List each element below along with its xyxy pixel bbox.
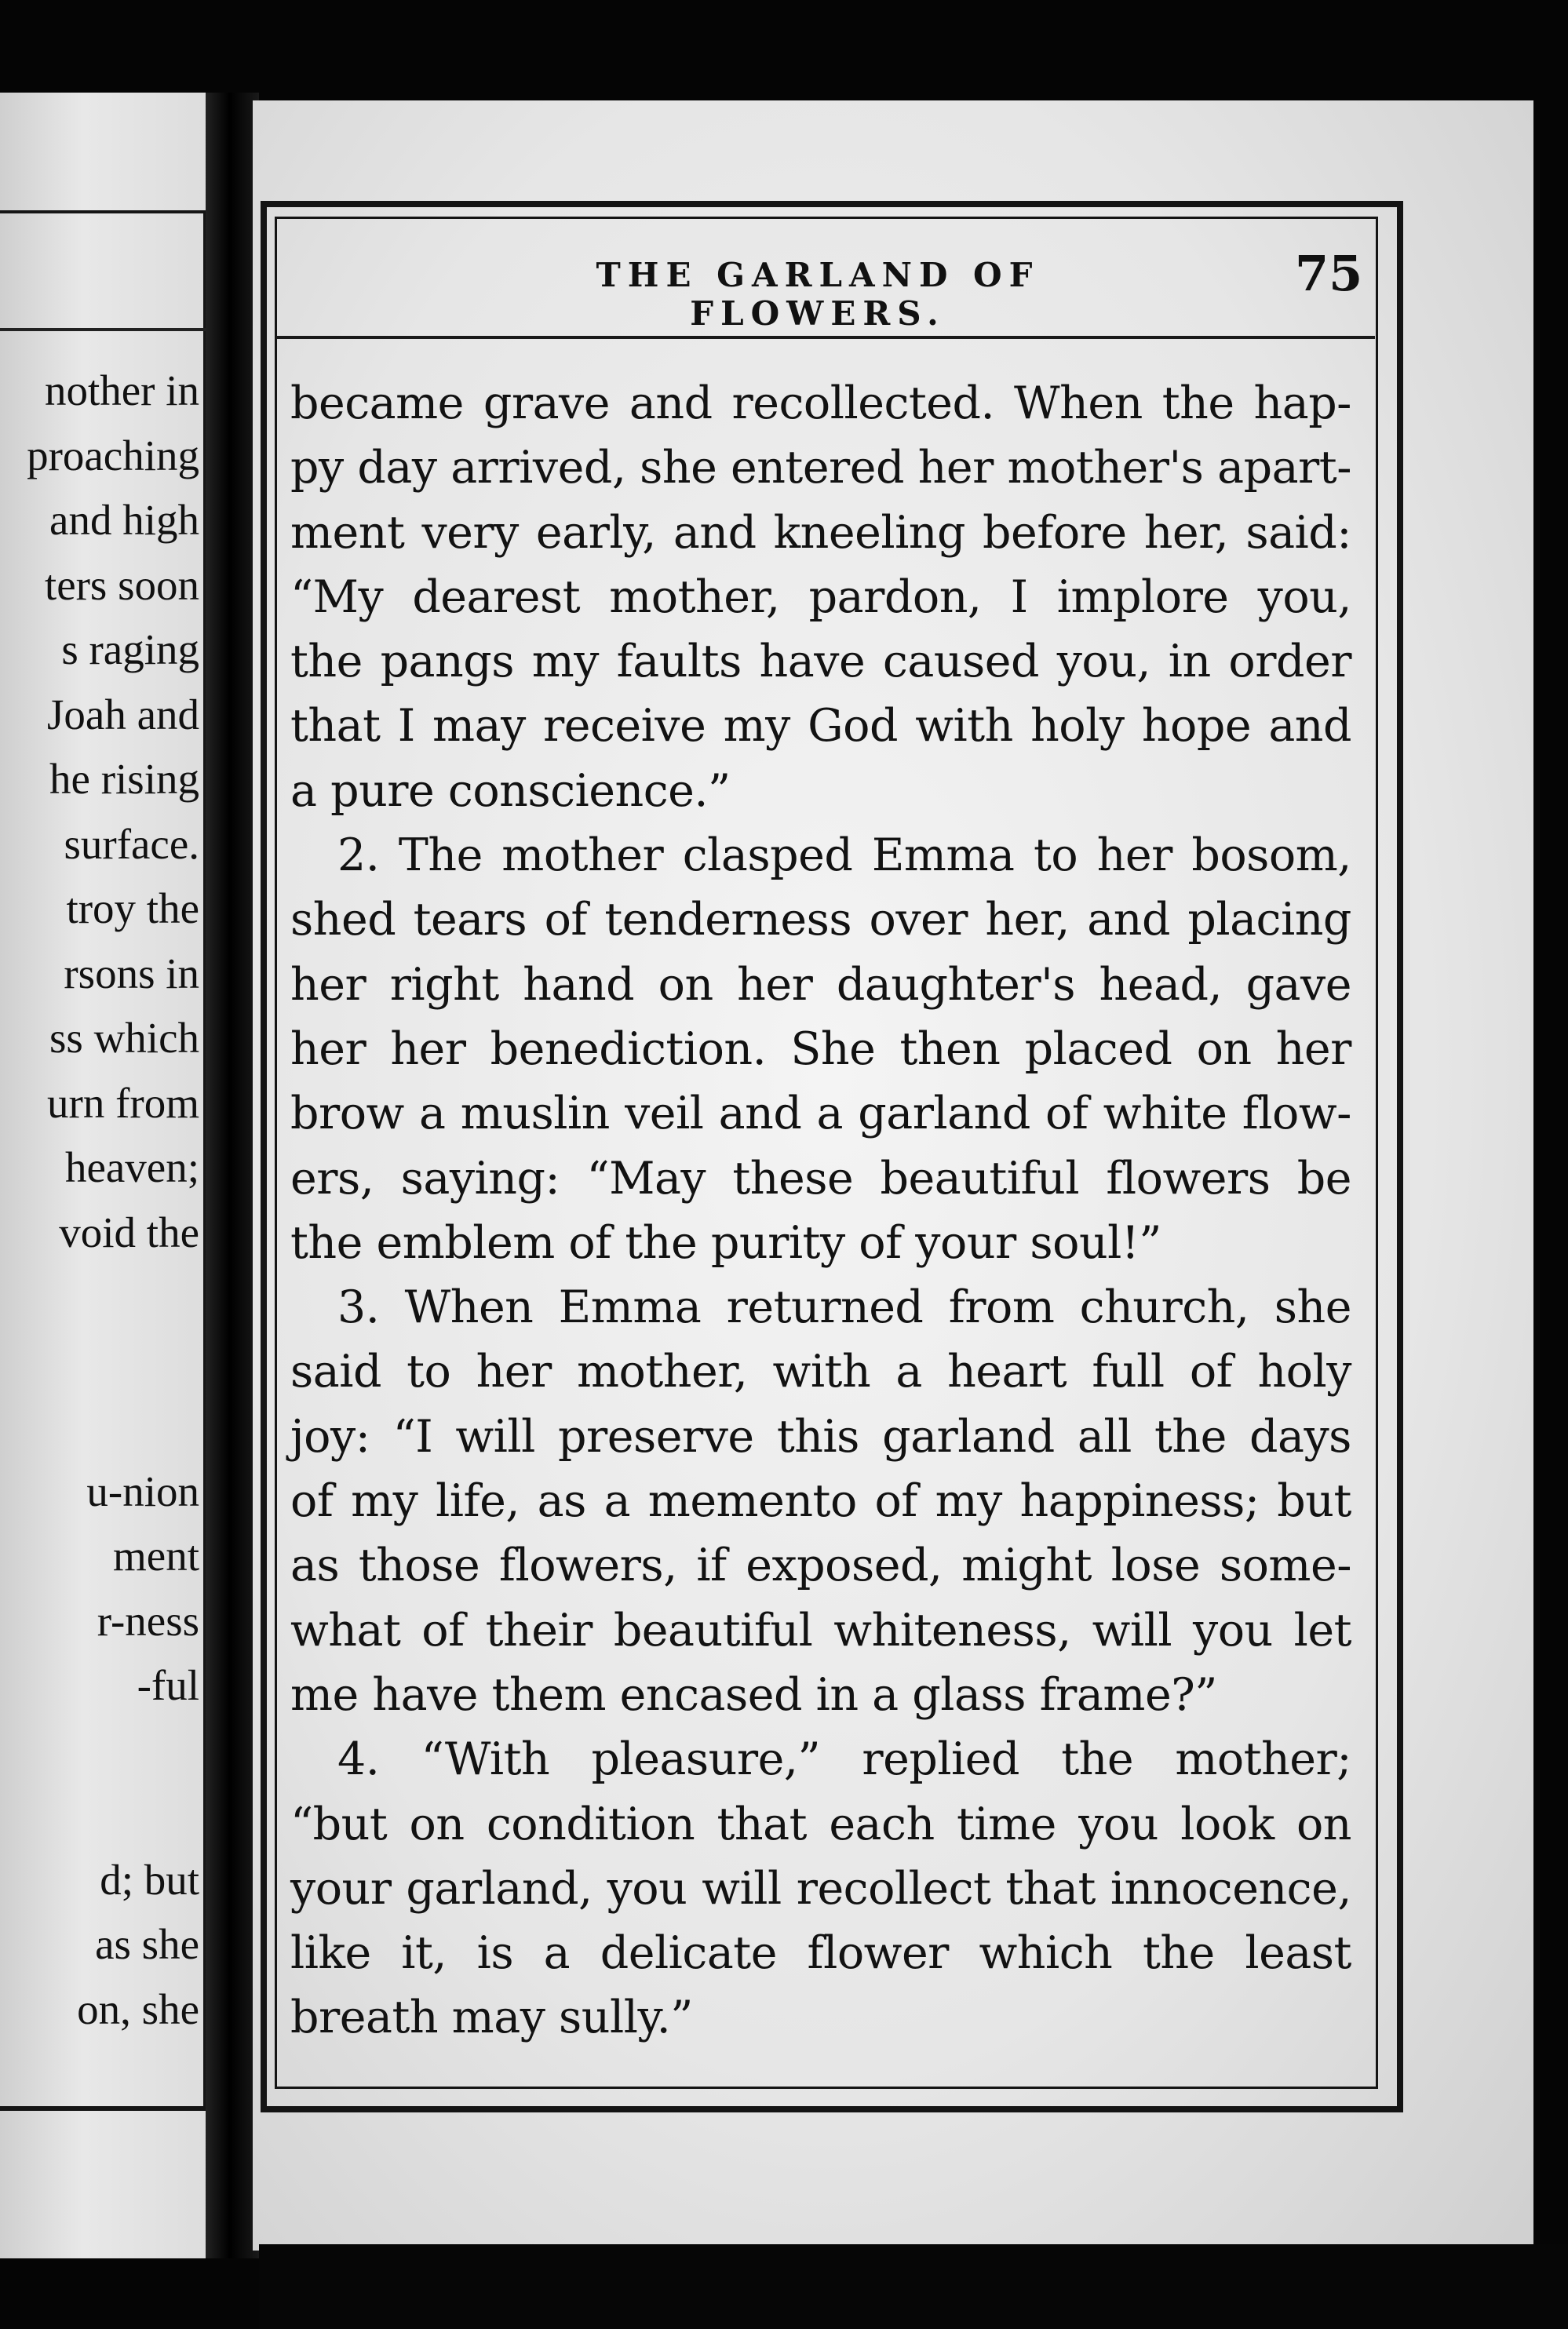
left-text-fragment: -ful (137, 1661, 199, 1709)
running-head: THE GARLAND OF FLOWERS. (596, 256, 1040, 333)
text-line: her right hand on her daughter's head, gave (290, 958, 1351, 1011)
text-line: ment very early, and kneeling before her, said: (290, 506, 1351, 559)
left-text-fragment: urn from (47, 1078, 199, 1127)
text-line: a pure conscience.” (290, 764, 731, 817)
text-line: shed tears of tenderness over her, and placing (290, 894, 1351, 946)
text-line: as those flowers, if exposed, might lose some- (290, 1540, 1351, 1592)
text-line: said to her mother, with a heart full of holy (290, 1346, 1351, 1398)
text-line: her her benediction. She then placed on her (290, 1022, 1351, 1075)
left-text-fragment: ment (113, 1532, 199, 1580)
left-text-fragment: nother in (44, 366, 199, 414)
text-line: py day arrived, she entered her mother's apart- (290, 442, 1351, 494)
left-text-fragment: he rising (49, 755, 199, 803)
left-text-fragment: as she (95, 1920, 199, 1968)
left-text-fragment: u-nion (86, 1467, 199, 1515)
scan-bottom-edge (259, 2244, 1568, 2329)
text-line: 2. The mother clasped Emma to her bosom, (337, 829, 1351, 882)
left-text-fragment: r-ness (97, 1596, 199, 1645)
text-line: your garland, you will recollect that innocence, (290, 1862, 1351, 1915)
body-text (290, 371, 1351, 2050)
left-text-fragment: surface. (64, 819, 199, 868)
text-line: the emblem of the purity of your soul!” (290, 1216, 1161, 1269)
left-text-fragment: d; but (100, 1855, 199, 1904)
left-page (0, 93, 237, 2258)
left-text-fragment: troy the (66, 884, 199, 932)
text-line: 4. “With pleasure,” replied the mother; (337, 1733, 1351, 1786)
left-text-fragment: void the (59, 1208, 199, 1256)
text-line: ers, saying: “May these beautiful flowers be (290, 1152, 1351, 1205)
left-text-fragment: proaching (27, 431, 199, 479)
text-line: the pangs my faults have caused you, in order (290, 636, 1351, 688)
left-text-fragment: rsons in (64, 949, 199, 997)
header-rule (276, 336, 1375, 339)
book-gutter (206, 93, 259, 2258)
left-text-fragment: Joah and (47, 690, 199, 738)
text-line: me have them encased in a glass frame?” (290, 1668, 1217, 1721)
text-line: became grave and recollected. When the hap- (290, 377, 1351, 429)
left-text-fragment: and high (49, 496, 199, 544)
text-line: joy: “I will preserve this garland all the days (290, 1410, 1351, 1463)
page-number: 75 (1295, 245, 1363, 302)
text-line: breath may sully.” (290, 1992, 693, 2044)
text-line: “but on condition that each time you look on (290, 1798, 1351, 1850)
text-line: that I may receive my God with holy hope and (290, 700, 1351, 753)
text-line: 3. When Emma returned from church, she (337, 1281, 1351, 1334)
text-line: what of their beautiful whiteness, will you let (290, 1604, 1351, 1657)
text-line: like it, is a delicate flower which the least (290, 1927, 1351, 1980)
left-text-fragment: ss which (49, 1014, 199, 1062)
left-text-fragment: s raging (61, 625, 199, 673)
left-text-fragment: on, she (77, 1985, 199, 2033)
right-page (253, 100, 1533, 2251)
left-header-rule (0, 328, 212, 331)
left-text-fragment: heaven; (64, 1143, 199, 1191)
text-line: of my life, as a memento of my happiness; but (290, 1475, 1351, 1528)
text-line: brow a muslin veil and a garland of white flow- (290, 1088, 1351, 1140)
left-text-fragment: ters soon (44, 560, 199, 609)
text-line: “My dearest mother, pardon, I implore you, (290, 570, 1351, 623)
